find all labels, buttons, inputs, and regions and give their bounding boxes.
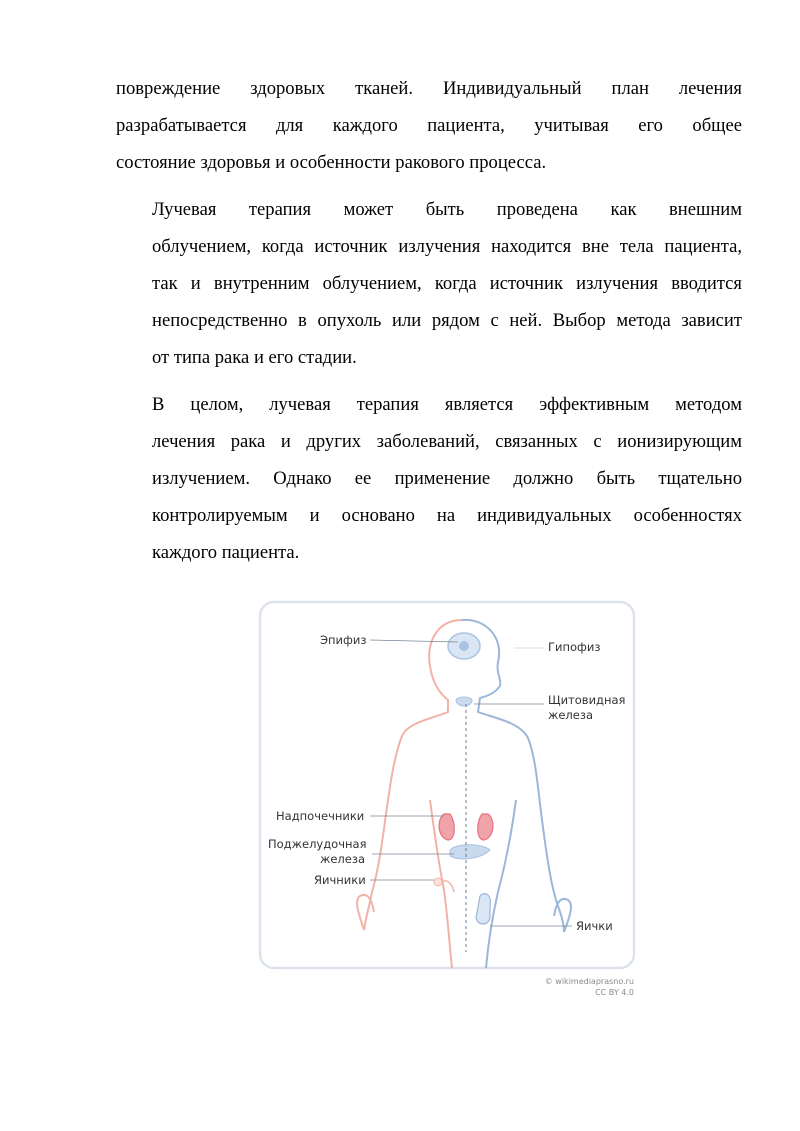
text-line: контролируемым и основано на индивидуальных особенностях xyxy=(152,505,742,526)
label-adrenal: Надпочечники xyxy=(276,809,365,823)
text-line: каждого пациента. xyxy=(152,542,300,563)
endocrine-illustration xyxy=(258,600,636,972)
body-text xyxy=(116,70,742,571)
text-line: состояние здоровья и особенности ракового процесса. xyxy=(116,152,547,173)
text-line: так и внутренним облучением, когда источник излучения вводится xyxy=(152,273,742,294)
text-line: излучением. Однако ее применение должно быть тщательно xyxy=(152,468,742,489)
text-line: В целом, лучевая терапия является эффективным методом xyxy=(152,394,742,415)
paragraph-3 xyxy=(116,386,742,571)
paragraph-1 xyxy=(116,70,742,181)
text-line: Лучевая терапия может быть проведена как внешним xyxy=(152,199,742,220)
text-line: непосредственно в опухоль или рядом с ней. Выбор метода зависит xyxy=(152,310,742,331)
text-line: повреждение здоровых тканей. Индивидуальный план лечения xyxy=(116,78,742,99)
label-pancreas-line-1: Поджелудочная xyxy=(268,837,367,851)
text-line: разрабатывается для каждого пациента, учитывая его общее xyxy=(116,115,742,136)
credit-line-2: CC BY 4.0 xyxy=(595,988,634,997)
endocrine-figure xyxy=(258,600,636,972)
ovary-dot xyxy=(434,878,442,886)
label-testes: Яички xyxy=(576,919,613,933)
label-thyroid-line-1: Щитовидная xyxy=(548,693,626,707)
label-ovaries: Яичники xyxy=(314,873,366,887)
thyroid-shape xyxy=(456,697,472,706)
label-pituitary: Гипофиз xyxy=(548,640,601,654)
left-kidney-shape xyxy=(439,814,454,840)
image-credit xyxy=(522,976,634,998)
credit-line-1: © wikimediaprasno.ru xyxy=(544,977,634,986)
text-line: от типа рака и его стадии. xyxy=(152,347,357,368)
label-epiphysis: Эпифиз xyxy=(320,633,367,647)
text-line: облучением, когда источник излучения находится вне тела пациента, xyxy=(152,236,742,257)
label-pancreas-line-2: железа xyxy=(320,852,366,866)
right-kidney-shape xyxy=(478,814,493,840)
pituitary-gland-shape xyxy=(459,641,469,651)
label-thyroid-line-2: железа xyxy=(548,708,594,722)
text-line: лечения рака и других заболеваний, связанных с ионизирующим xyxy=(152,431,742,452)
paragraph-2 xyxy=(116,191,742,376)
